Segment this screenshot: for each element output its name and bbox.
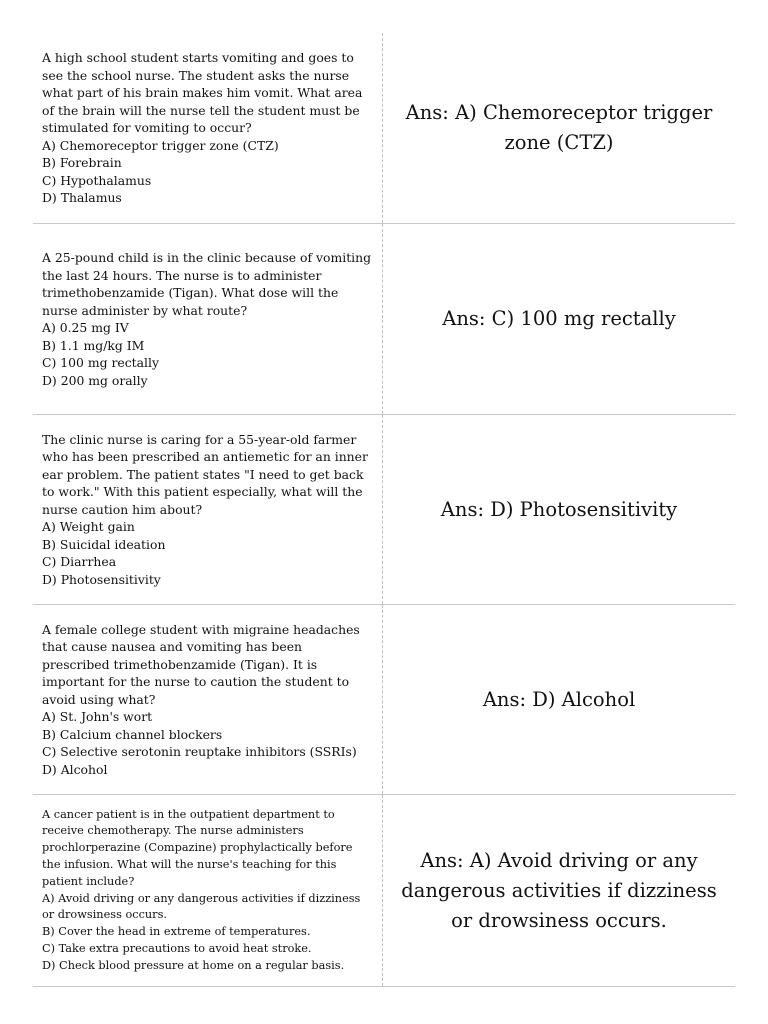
answer-cell	[383, 33, 735, 223]
option-a: A) Chemoreceptor trigger zone (CTZ)	[42, 137, 279, 153]
answer-cell	[383, 415, 735, 604]
answer-text: Ans: D) Photosensitivity	[440, 497, 678, 521]
option-b: B) Cover the head in extreme of temperatures.	[42, 925, 311, 939]
option-c: C) Selective serotonin reuptake inhibitors (SSRIs)	[42, 744, 357, 760]
option-b: B) Forebrain	[42, 155, 122, 171]
question-block	[42, 431, 372, 589]
option-b: B) Suicidal ideation	[42, 536, 166, 552]
option-d: D) Check blood pressure at home on a regular basis.	[42, 958, 345, 972]
answer-text: Ans: C) 100 mg rectally	[442, 307, 676, 330]
option-d: D) 200 mg orally	[42, 372, 148, 388]
question-cell	[33, 415, 383, 604]
option-a: A) St. John's wort	[42, 709, 153, 725]
option-d: D) Thalamus	[42, 190, 122, 206]
question-block	[42, 621, 372, 779]
flashcard-sheet	[33, 33, 735, 987]
option-d: D) Photosensitivity	[42, 571, 161, 587]
question-text: The clinic nurse is caring for a 55-year-old farmer who has been prescribed an antiemetic for an inner ear problem. The patient states "I need to get back to work." With this patient especially, what will the nurse caution him about?	[42, 431, 372, 517]
question-block	[42, 807, 372, 975]
flashcard	[33, 795, 735, 987]
answer-text: Ans: A) Avoid driving or any dangerous activities if dizziness or drowsiness occurs.	[401, 848, 717, 932]
answer-text: Ans: D) Alcohol	[482, 687, 636, 711]
question-text: A high school student starts vomiting and goes to see the school nurse. The student asks the nurse what part of his brain makes him vomit. What area of the brain will the nurse tell the student must be stimulated for vomiting to occur?	[42, 50, 367, 136]
flashcard	[33, 224, 735, 415]
option-b: B) Calcium channel blockers	[42, 726, 223, 742]
answer-cell	[383, 605, 735, 794]
answer-cell	[383, 224, 735, 414]
option-a: A) Weight gain	[42, 519, 135, 535]
flashcard	[33, 33, 735, 224]
option-c: C) Take extra precautions to avoid heat stroke.	[42, 941, 312, 955]
answer-cell	[383, 795, 735, 986]
option-b: B) 1.1 mg/kg IM	[42, 337, 145, 353]
question-block	[42, 249, 376, 389]
option-c: C) Hypothalamus	[42, 172, 152, 188]
question-cell	[33, 605, 383, 794]
question-cell	[33, 795, 383, 986]
option-c: C) Diarrhea	[42, 554, 117, 570]
question-cell	[33, 224, 383, 414]
option-a: A) 0.25 mg IV	[42, 320, 129, 335]
question-text: A cancer patient is in the outpatient department to receive chemotherapy. The nurse administers prochlorperazine (Compazine) prophylactically before the infusion. What will the nurse's teaching for this patient include?	[42, 807, 357, 888]
question-block	[42, 49, 372, 207]
answer-text: Ans: A) Chemoreceptor trigger zone (CTZ)	[405, 101, 713, 154]
question-text: A female college student with migraine headaches that cause nausea and vomiting has been prescribed trimethobenzamide (Tigan). It is important for the nurse to caution the student to avoid using what?	[42, 621, 364, 707]
question-text: A 25-pound child is in the clinic because of vomiting the last 24 hours. The nurse is to administer trimethobenzamide (Tigan). What dose will the nurse administer by what route?	[42, 250, 376, 318]
question-cell	[33, 33, 383, 223]
flashcard	[33, 605, 735, 795]
option-c: C) 100 mg rectally	[42, 355, 159, 370]
option-a: A) Avoid driving or any dangerous activities if dizziness or drowsiness occurs.	[42, 891, 364, 922]
flashcard	[33, 415, 735, 605]
option-d: D) Alcohol	[42, 761, 108, 777]
